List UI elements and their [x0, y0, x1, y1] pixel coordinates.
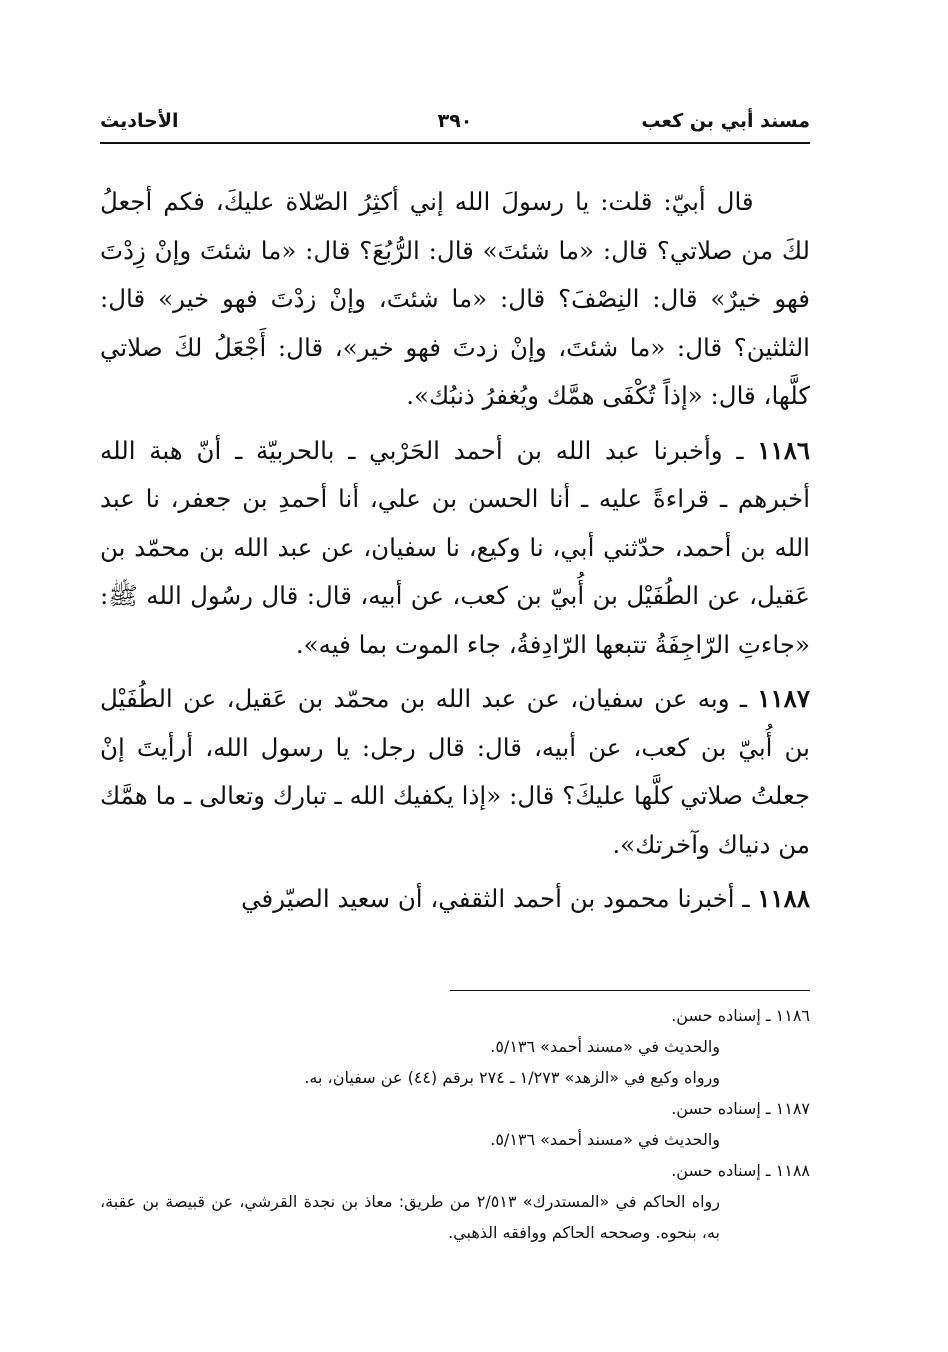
hadith-paragraph-1187	[100, 675, 810, 869]
footnote-1187-head: ١١٨٧ ـ إسناده حسن.	[671, 1099, 810, 1118]
footnote-1188-head: ١١٨٨ ـ إسناده حسن.	[671, 1161, 810, 1180]
footnote-1186-ahmad: والحديث في «مسند أحمد» ٥/١٣٦.	[490, 1037, 720, 1056]
footnotes	[100, 1000, 810, 1248]
hadith-number: ١١٨٨	[757, 884, 810, 913]
header-rule	[100, 142, 810, 144]
hadith-text: ـ وأخبرنا عبد الله بن أحمد الحَرْبي ـ بالحربيّة ـ أنّ هبة الله أخبرهم ـ قراءةً عليه ـ أنا الحسن بن علي، أنا أحمدِ بن جعفر، نا عبد الله بن أحمد، حدّثني أبي، نا وكيع، نا سفيان، عن عبد الله بن محمّد بن عَقيل، عن الطُفَيْل بن أُبيّ بن كعب، عن أبيه، قال: قال رسُول الله ﷺ: «جاءتِ الرّاجِفَةُ تتبعها الرّادِفةُ، جاء الموت بما فيه».	[100, 435, 810, 659]
footnote-1188-hakim: رواه الحاكم في «المستدرك» ٢/٥١٣ من طريق: معاذ بن نجدة القرشي، عن قبيصة بن عقبة، به، بنحوه. وصححه الحاكم ووافقه الذهبي.	[100, 1192, 720, 1242]
main-text	[100, 178, 810, 930]
hadith-text: ـ وبه عن سفيان، عن عبد الله بن محمّد بن عَقيل، عن الطُفَيْل بن أُبيّ بن كعب، عن أبيه، قال: قال رجل: يا رسول الله، أرأيتَ إنْ جعلتُ صلاتي كلَّها عليكَ؟ قال: «إذا يكفيك الله ـ تبارك وتعالى ـ ما همَّك من دنياك وآخرتك».	[100, 684, 810, 859]
hadith-text: ـ أخبرنا محمود بن أحمد الثقفي، أن سعيد الصيّرفي	[241, 884, 750, 913]
footnote-1187-ahmad: والحديث في «مسند أحمد» ٥/١٣٦.	[490, 1130, 720, 1149]
intro-paragraph: قال أبيّ: قلت: يا رسولَ الله إني أكثِرُ الصّلاة عليكَ، فكم أجعلُ لكَ من صلاتي؟ قال: «ما شئتَ» قال: الرُّبُعَ؟ قال: «ما شئتَ وإنْ زِدْتَ فهو خيرٌ» قال: النِصْفَ؟ قال: «ما شئتَ، وإنْ زدْتَ فهو خير» قال: الثلثين؟ قال: «ما شئتَ، وإنْ زدتَ فهو خير»، قال: أَجْعَلُ لكَ صلاتي كلَّها، قال: «إذاً تُكْفَى همَّك ويُغفرُ ذنبُك».	[100, 187, 810, 410]
footnote-1186-head: ١١٨٦ ـ إسناده حسن.	[671, 1006, 810, 1025]
footnote-rule	[450, 990, 810, 991]
footnote-1186-zuhd: ورواه وكيع في «الزهد» ١/٢٧٣ ـ ٢٧٤ برقم (٤٤) عن سفيان، به.	[304, 1068, 720, 1087]
page-number: ٣٩٠	[437, 110, 473, 132]
hadith-paragraph-1186	[100, 427, 810, 670]
running-header	[100, 108, 810, 144]
hadith-number: ١١٨٦	[757, 435, 811, 465]
hadith-paragraph-1188	[100, 875, 810, 924]
header-book-title: مسند أبي بن كعب	[641, 110, 810, 132]
hadith-number: ١١٨٧	[757, 684, 810, 713]
header-section-title: الأحاديث	[100, 110, 179, 132]
